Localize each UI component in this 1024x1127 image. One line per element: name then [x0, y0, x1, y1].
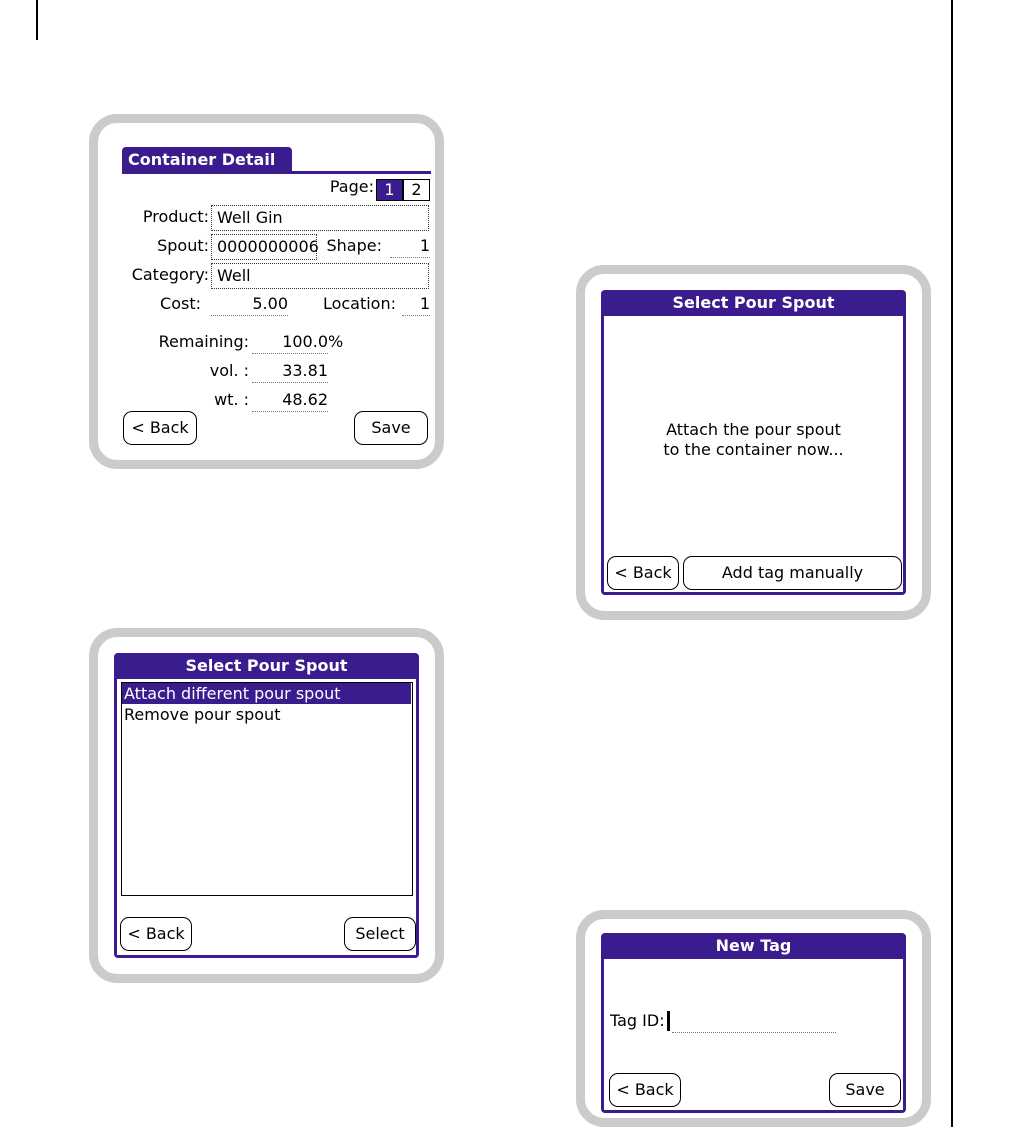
new-tag-device-frame	[576, 910, 931, 1127]
remaining-label: Remaining:	[158, 332, 249, 351]
container-detail-screen	[114, 139, 430, 444]
select-button[interactable]: Select	[344, 917, 416, 951]
select-spout-attach-body	[604, 316, 903, 592]
category-label: Category:	[131, 265, 209, 284]
list-item-attach-different[interactable]	[122, 683, 411, 704]
select-spout-attach-device-frame	[576, 265, 931, 620]
page-1-tab[interactable]	[376, 179, 403, 201]
page-divider-right	[951, 0, 953, 1127]
list-item-label: Attach different pour spout	[124, 684, 341, 703]
wt-field: 48.62	[252, 390, 328, 412]
select-spout-attach-title: Select Pour Spout	[672, 293, 835, 312]
select-spout-list-device-frame	[89, 628, 444, 983]
save-button[interactable]: Save	[354, 411, 428, 445]
spout-option-list	[121, 682, 413, 896]
product-field[interactable]: Well Gin	[211, 205, 429, 231]
spout-label: Spout:	[157, 236, 209, 255]
back-button[interactable]: < Back	[609, 1073, 681, 1107]
shape-field[interactable]: 1	[390, 236, 430, 258]
location-label: Location:	[322, 294, 396, 313]
page-label: Page:	[329, 177, 374, 196]
save-button[interactable]: Save	[829, 1073, 901, 1107]
vol-label: vol. :	[209, 361, 249, 380]
category-field[interactable]: Well	[211, 263, 429, 289]
spout-field[interactable]: 0000000006	[211, 234, 317, 260]
back-button[interactable]: < Back	[607, 556, 679, 590]
page-2-tab[interactable]	[403, 179, 430, 201]
select-spout-attach-screen	[601, 290, 906, 595]
tag-id-label: Tag ID:	[610, 1011, 665, 1030]
back-button[interactable]: < Back	[120, 917, 192, 951]
page-divider-left	[36, 0, 38, 40]
container-detail-device-frame	[89, 114, 444, 469]
cost-field[interactable]: 5.00	[211, 294, 288, 316]
product-label: Product:	[142, 207, 209, 226]
container-detail-title: Container Detail	[122, 147, 292, 173]
tag-id-field[interactable]	[672, 1011, 836, 1033]
back-button[interactable]: < Back	[123, 411, 197, 445]
select-spout-list-body	[117, 679, 416, 955]
list-item-remove[interactable]	[122, 704, 411, 725]
remaining-field: 100.0	[252, 332, 328, 354]
add-tag-manually-button[interactable]: Add tag manually	[683, 556, 902, 590]
wt-label: wt. :	[214, 390, 249, 409]
select-spout-list-screen	[114, 653, 419, 958]
new-tag-body	[604, 959, 903, 1110]
shape-label: Shape:	[326, 236, 382, 255]
title-underline	[122, 171, 431, 174]
select-spout-list-title: Select Pour Spout	[185, 656, 348, 675]
page-1-label: 1	[384, 180, 395, 199]
location-field[interactable]: 1	[402, 294, 430, 316]
remaining-unit: %	[328, 332, 344, 351]
list-item-label: Remove pour spout	[124, 705, 281, 724]
tag-id-cursor	[667, 1011, 670, 1031]
new-tag-title: New Tag	[715, 936, 792, 955]
attach-message-line2: to the container now...	[663, 440, 844, 459]
page-2-label: 2	[411, 180, 422, 199]
cost-label: Cost:	[160, 294, 201, 313]
attach-message-line1: Attach the pour spout	[666, 420, 841, 439]
vol-field: 33.81	[252, 361, 328, 383]
new-tag-screen	[601, 933, 906, 1113]
